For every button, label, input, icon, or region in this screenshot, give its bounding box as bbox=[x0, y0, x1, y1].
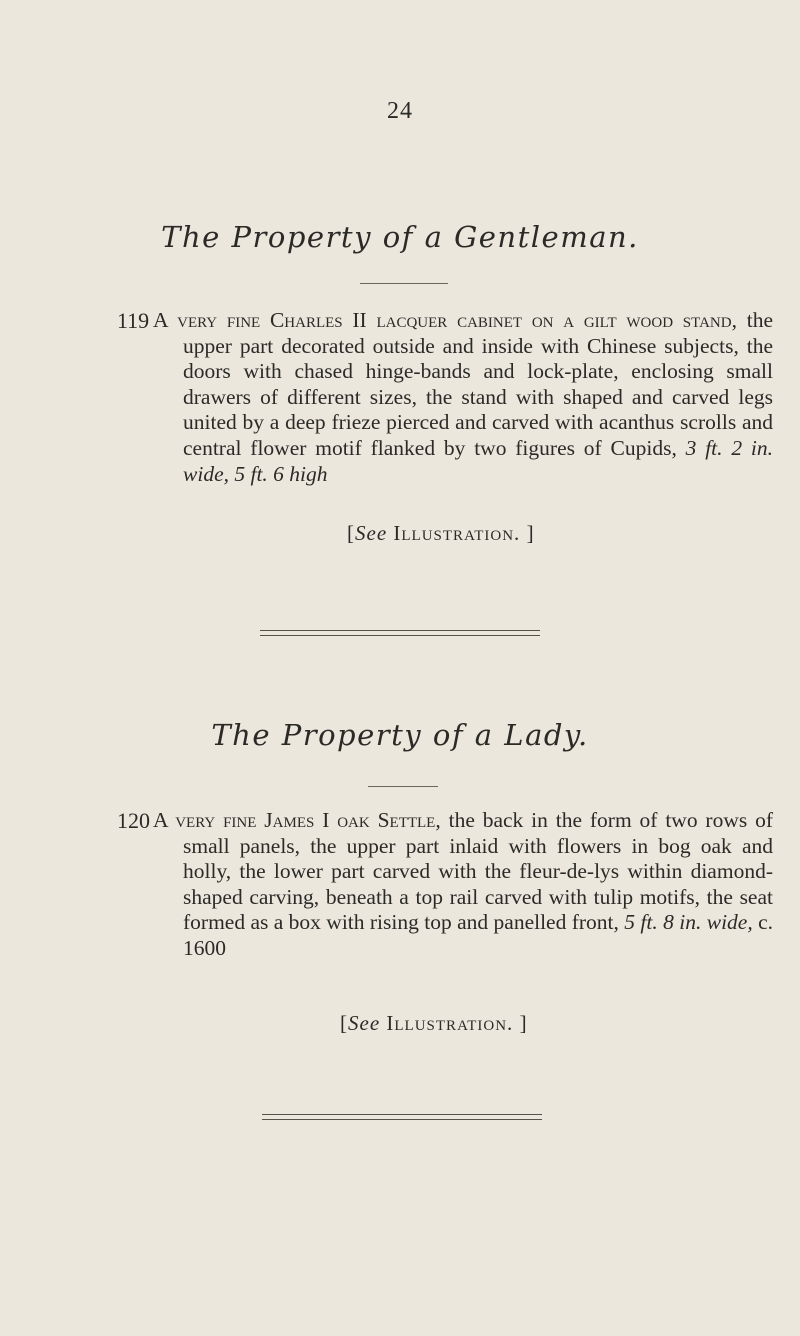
see-note bbox=[347, 521, 535, 546]
section-divider bbox=[260, 630, 540, 636]
heading-rule bbox=[360, 283, 448, 284]
page-number: 24 bbox=[387, 98, 413, 124]
see-word: See bbox=[348, 1011, 381, 1035]
bracket-close: ] bbox=[526, 521, 535, 545]
illustration-word: Illustration. bbox=[393, 521, 521, 545]
lot-number: 120 bbox=[117, 808, 150, 833]
bracket-close: ] bbox=[519, 1011, 528, 1035]
illustration-word: Illustration. bbox=[386, 1011, 514, 1035]
lot-body: the back in the form of two rows of small panels, the upper part inlaid with flowers in bog oak and holly, the lower part carved with the fleur-de-lys within diamond-shaped carving, beneath a top rail carved with tulip motifs, the seat formed as a box with rising top and panelled front, bbox=[183, 808, 774, 935]
lot-number: 119 bbox=[117, 308, 150, 333]
heading-rule bbox=[368, 786, 438, 787]
lot-title: very fine Charles II lacquer cabinet on a gilt wood stand, bbox=[177, 308, 737, 332]
bracket-open: [ bbox=[340, 1011, 348, 1035]
section-heading-gentleman: The Property of a Gentleman. bbox=[161, 220, 639, 254]
lot-title: very fine James I oak Settle, bbox=[175, 808, 441, 832]
see-note bbox=[340, 1011, 528, 1036]
lot-lead: A bbox=[153, 808, 168, 832]
lot-body: the upper part decorated outside and inside with Chinese subjects, the doors with chased hinge-bands and lock-plate, enclosing small drawers of different sizes, the stand with shaped and carved legs united by a deep frieze pierced and carved with acanthus scrolls and central flower motif flanked by two figures of Cupids, bbox=[183, 308, 774, 460]
bracket-open: [ bbox=[347, 521, 355, 545]
lot-description bbox=[153, 308, 774, 487]
lot-date: c. 1600 bbox=[183, 910, 774, 960]
section-divider bbox=[262, 1114, 542, 1120]
lot-lead: A bbox=[153, 308, 168, 332]
lot-description bbox=[153, 808, 774, 962]
lot-dimensions: 3 ft. 2 in. wide, 5 ft. 6 high bbox=[183, 435, 773, 486]
see-word: See bbox=[355, 521, 388, 545]
section-heading-lady: The Property of a Lady. bbox=[211, 718, 589, 752]
lot-dimensions: 5 ft. 8 in. wide, bbox=[624, 910, 753, 935]
